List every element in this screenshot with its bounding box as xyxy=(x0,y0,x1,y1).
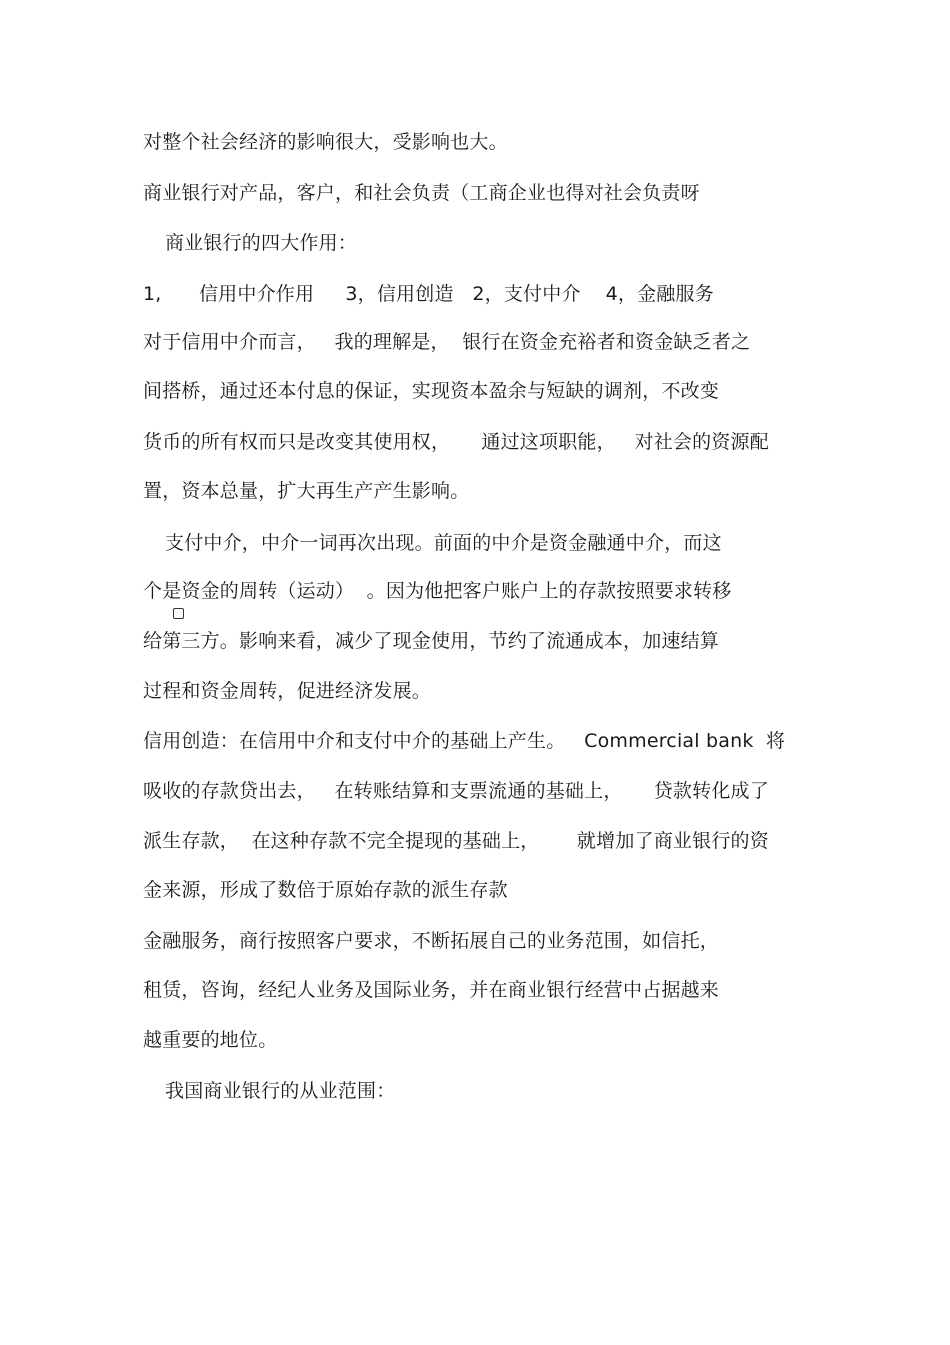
checkbox-glyph-icon xyxy=(173,608,184,619)
text-line-12: 过程和资金周转，促进经济发展。 xyxy=(143,680,432,702)
text-line-18: 租赁，咨询，经纪人业务及国际业务，并在商业银行经营中占据越来 xyxy=(143,979,720,1001)
text-line-16: 金来源，形成了数倍于原始存款的派生存款 xyxy=(143,879,508,901)
text-line-15: 派生存款， 在这种存款不完全提现的基础上， 就增加了商业银行的资 xyxy=(143,830,769,852)
text-line-10: 个是资金的周转（运动） 。因为他把客户账户上的存款按照要求转移 xyxy=(143,580,732,602)
text-line-2: 商业银行对产品，客户，和社会负责（工商企业也得对社会负责呀 xyxy=(143,182,700,204)
text-line-9: 支付中介，中介一词再次出现。前面的中介是资金融通中介，而这 xyxy=(165,532,722,554)
text-line-11: 给第三方。影响来看，减少了现金使用，节约了流通成本，加速结算 xyxy=(143,630,720,652)
text-line-7: 货币的所有权而只是改变其使用权， 通过这项职能， 对社会的资源配 xyxy=(143,431,769,453)
text-line-8: 置，资本总量，扩大再生产产生影响。 xyxy=(143,480,470,502)
text-line-14: 吸收的存款贷出去， 在转账结算和支票流通的基础上， 贷款转化成了 xyxy=(143,780,769,802)
text-line-3: 商业银行的四大作用： xyxy=(165,232,358,254)
text-line-17: 金融服务，商行按照客户要求，不断拓展自己的业务范围，如信托， xyxy=(143,930,720,952)
text-line-5: 对于信用中介而言， 我的理解是， 银行在资金充裕者和资金缺乏者之 xyxy=(143,331,751,353)
text-line-6: 间搭桥，通过还本付息的保证，实现资本盈余与短缺的调剂，不改变 xyxy=(143,380,720,402)
text-line-4: 1, 信用中介作用 3，信用创造 2，支付中介 4，金融服务 xyxy=(143,283,714,305)
text-line-19: 越重要的地位。 xyxy=(143,1029,278,1051)
text-line-20: 我国商业银行的从业范围： xyxy=(165,1080,396,1102)
text-line-13: 信用创造：在信用中介和支付中介的基础上产生。 Commercial bank 将 xyxy=(143,730,786,752)
text-line-1: 对整个社会经济的影响很大，受影响也大。 xyxy=(143,131,508,153)
